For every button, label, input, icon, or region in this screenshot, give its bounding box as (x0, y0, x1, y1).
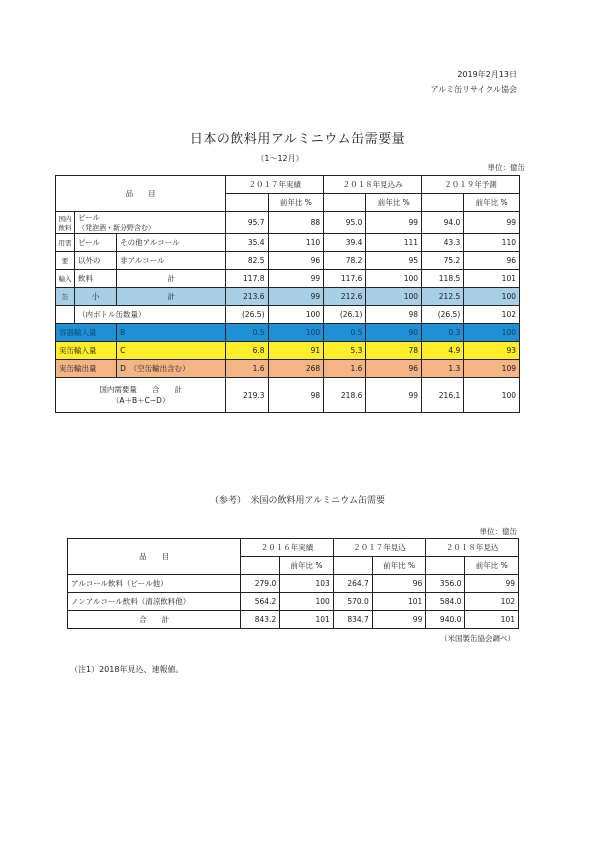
row-label: 以外の (75, 252, 117, 270)
ratio-cell: 100 (464, 288, 520, 306)
side-label: 缶 (56, 288, 75, 306)
yoy-header: 前年比 % (268, 194, 324, 212)
period-label: （1〜12月） (256, 154, 304, 163)
ratio-cell: 99 (464, 212, 520, 234)
footnote: （注1）2018年見込、速報値。 (70, 665, 184, 674)
side-label: 輸入 (56, 270, 75, 288)
unit-label: 単位：億缶 (487, 163, 525, 172)
header-2018: ２０１８年見込 (426, 539, 519, 557)
value-cell: 0.5 (226, 324, 268, 342)
value-cell: 834.7 (333, 611, 372, 629)
value-cell: 0.5 (324, 324, 366, 342)
yoy-header: 前年比 % (372, 557, 426, 575)
value-cell: 356.0 (426, 575, 465, 593)
value-cell: 940.0 (426, 611, 465, 629)
value-cell: 218.6 (324, 378, 366, 413)
ratio-cell: 110 (268, 234, 324, 252)
row-sublabel: その他アルコール (117, 234, 226, 252)
row-sublabel: 非アルコール (117, 252, 226, 270)
value-cell: 39.4 (324, 234, 366, 252)
value-cell: 1.3 (422, 360, 464, 378)
value-cell: 1.6 (226, 360, 268, 378)
ratio-cell: 88 (268, 212, 324, 234)
ratio-cell: 101 (464, 270, 520, 288)
value-cell: 95.0 (324, 212, 366, 234)
ratio-cell: 93 (464, 342, 520, 360)
side-label: 国内 飲料 (56, 212, 75, 234)
value-cell: 216.1 (422, 378, 464, 413)
ratio-cell: 100 (268, 324, 324, 342)
value-cell: 82.5 (226, 252, 268, 270)
value-cell: 212.6 (324, 288, 366, 306)
ratio-cell: 101 (465, 611, 519, 629)
ratio-cell: 99 (372, 611, 426, 629)
value-cell: 5.3 (324, 342, 366, 360)
row-label: （内ボトル缶数量） (75, 306, 226, 324)
ratio-cell: 78 (366, 342, 422, 360)
value-cell: 94.0 (422, 212, 464, 234)
ratio-cell: 98 (366, 306, 422, 324)
value-cell: 584.0 (426, 593, 465, 611)
value-cell: 43.3 (422, 234, 464, 252)
header-2017: ２０１７年見込 (333, 539, 426, 557)
ratio-cell: 99 (366, 212, 422, 234)
ratio-cell: 100 (268, 306, 324, 324)
row-label: アルコール飲料（ビール他） (68, 575, 241, 593)
row-sublabel: C (117, 342, 226, 360)
row-label: 実缶輸入量 (56, 342, 117, 360)
value-cell: 213.6 (226, 288, 268, 306)
ratio-cell: 102 (465, 593, 519, 611)
value-cell: 4.9 (422, 342, 464, 360)
ratio-cell: 103 (280, 575, 334, 593)
value-cell: 117.8 (226, 270, 268, 288)
ratio-cell: 99 (366, 378, 422, 413)
ratio-cell: 100 (464, 378, 520, 413)
ratio-cell: 99 (465, 575, 519, 593)
ratio-cell: 100 (464, 324, 520, 342)
ratio-cell: 99 (268, 270, 324, 288)
ratio-cell: 109 (464, 360, 520, 378)
value-cell: 212.5 (422, 288, 464, 306)
ratio-cell: 101 (280, 611, 334, 629)
value-cell: 35.4 (226, 234, 268, 252)
ratio-cell: 95 (366, 252, 422, 270)
total-label: 国内需要量 合 計 （A＋B＋C−D） (56, 378, 226, 413)
value-cell: 78.2 (324, 252, 366, 270)
row-label: ビール （発泡酒・新分野含む） (75, 212, 226, 234)
header-item: 品 目 (68, 539, 241, 575)
header-2019: ２０１９年予測 (422, 176, 520, 194)
ratio-cell: 100 (366, 270, 422, 288)
row-label: 容器輸入量 (56, 324, 117, 342)
value-cell: 117.6 (324, 270, 366, 288)
source-note: （米国製缶協会調べ） (440, 634, 515, 643)
value-cell: 6.8 (226, 342, 268, 360)
ratio-cell: 101 (372, 593, 426, 611)
yoy-header: 前年比 % (465, 557, 519, 575)
ratio-cell: 96 (366, 360, 422, 378)
yoy-header: 前年比 % (464, 194, 520, 212)
side-label: 要 (56, 252, 75, 270)
organization-name: アルミ缶リサイクル協会 (430, 85, 517, 94)
ratio-cell: 268 (268, 360, 324, 378)
row-sublabel: 計 (117, 270, 226, 288)
value-cell: 95.7 (226, 212, 268, 234)
value-cell: (26.5) (226, 306, 268, 324)
value-cell: (26.5) (422, 306, 464, 324)
row-sublabel: D （空缶輸出含む） (117, 360, 226, 378)
ratio-cell: 96 (372, 575, 426, 593)
ratio-cell: 100 (280, 593, 334, 611)
row-label: ビール (75, 234, 117, 252)
side-label: 用需 (56, 234, 75, 252)
row-sublabel: 計 (117, 288, 226, 306)
row-label: 小 (75, 288, 117, 306)
reference-title: （参考） 米国の飲料用アルミニウム缶需要 (209, 496, 386, 506)
ratio-cell: 102 (464, 306, 520, 324)
ratio-cell: 99 (268, 288, 324, 306)
value-cell: 843.2 (241, 611, 280, 629)
value-cell: 264.7 (333, 575, 372, 593)
japan-demand-table (55, 175, 520, 413)
ratio-cell: 110 (464, 234, 520, 252)
header-item: 品 目 (56, 176, 226, 212)
unit-label: 単位：億缶 (479, 527, 517, 536)
header-2017: ２０１７年実績 (226, 176, 324, 194)
row-sublabel: B (117, 324, 226, 342)
ratio-cell: 91 (268, 342, 324, 360)
yoy-header: 前年比 % (366, 194, 422, 212)
header-2018: ２０１８年見込み (324, 176, 422, 194)
ratio-cell: 100 (366, 288, 422, 306)
value-cell: 219.3 (226, 378, 268, 413)
value-cell: 564.2 (241, 593, 280, 611)
ratio-cell: 98 (268, 378, 324, 413)
document-date: 2019年2月13日 (457, 70, 517, 79)
value-cell: 75.2 (422, 252, 464, 270)
row-label: 実缶輸出量 (56, 360, 117, 378)
ratio-cell: 111 (366, 234, 422, 252)
row-label: ノンアルコール飲料（清涼飲料他） (68, 593, 241, 611)
ratio-cell: 96 (464, 252, 520, 270)
yoy-header: 前年比 % (280, 557, 334, 575)
value-cell: 570.0 (333, 593, 372, 611)
value-cell: 118.5 (422, 270, 464, 288)
value-cell: 0.3 (422, 324, 464, 342)
row-label: 飲料 (75, 270, 117, 288)
value-cell: 1.6 (324, 360, 366, 378)
value-cell: (26.1) (324, 306, 366, 324)
us-demand-table (67, 538, 519, 629)
value-cell: 279.0 (241, 575, 280, 593)
page-title: 日本の飲料用アルミニウム缶需要量 (189, 132, 406, 147)
row-label: 合 計 (68, 611, 241, 629)
header-2016: ２０１６年実績 (241, 539, 334, 557)
ratio-cell: 90 (366, 324, 422, 342)
ratio-cell: 96 (268, 252, 324, 270)
